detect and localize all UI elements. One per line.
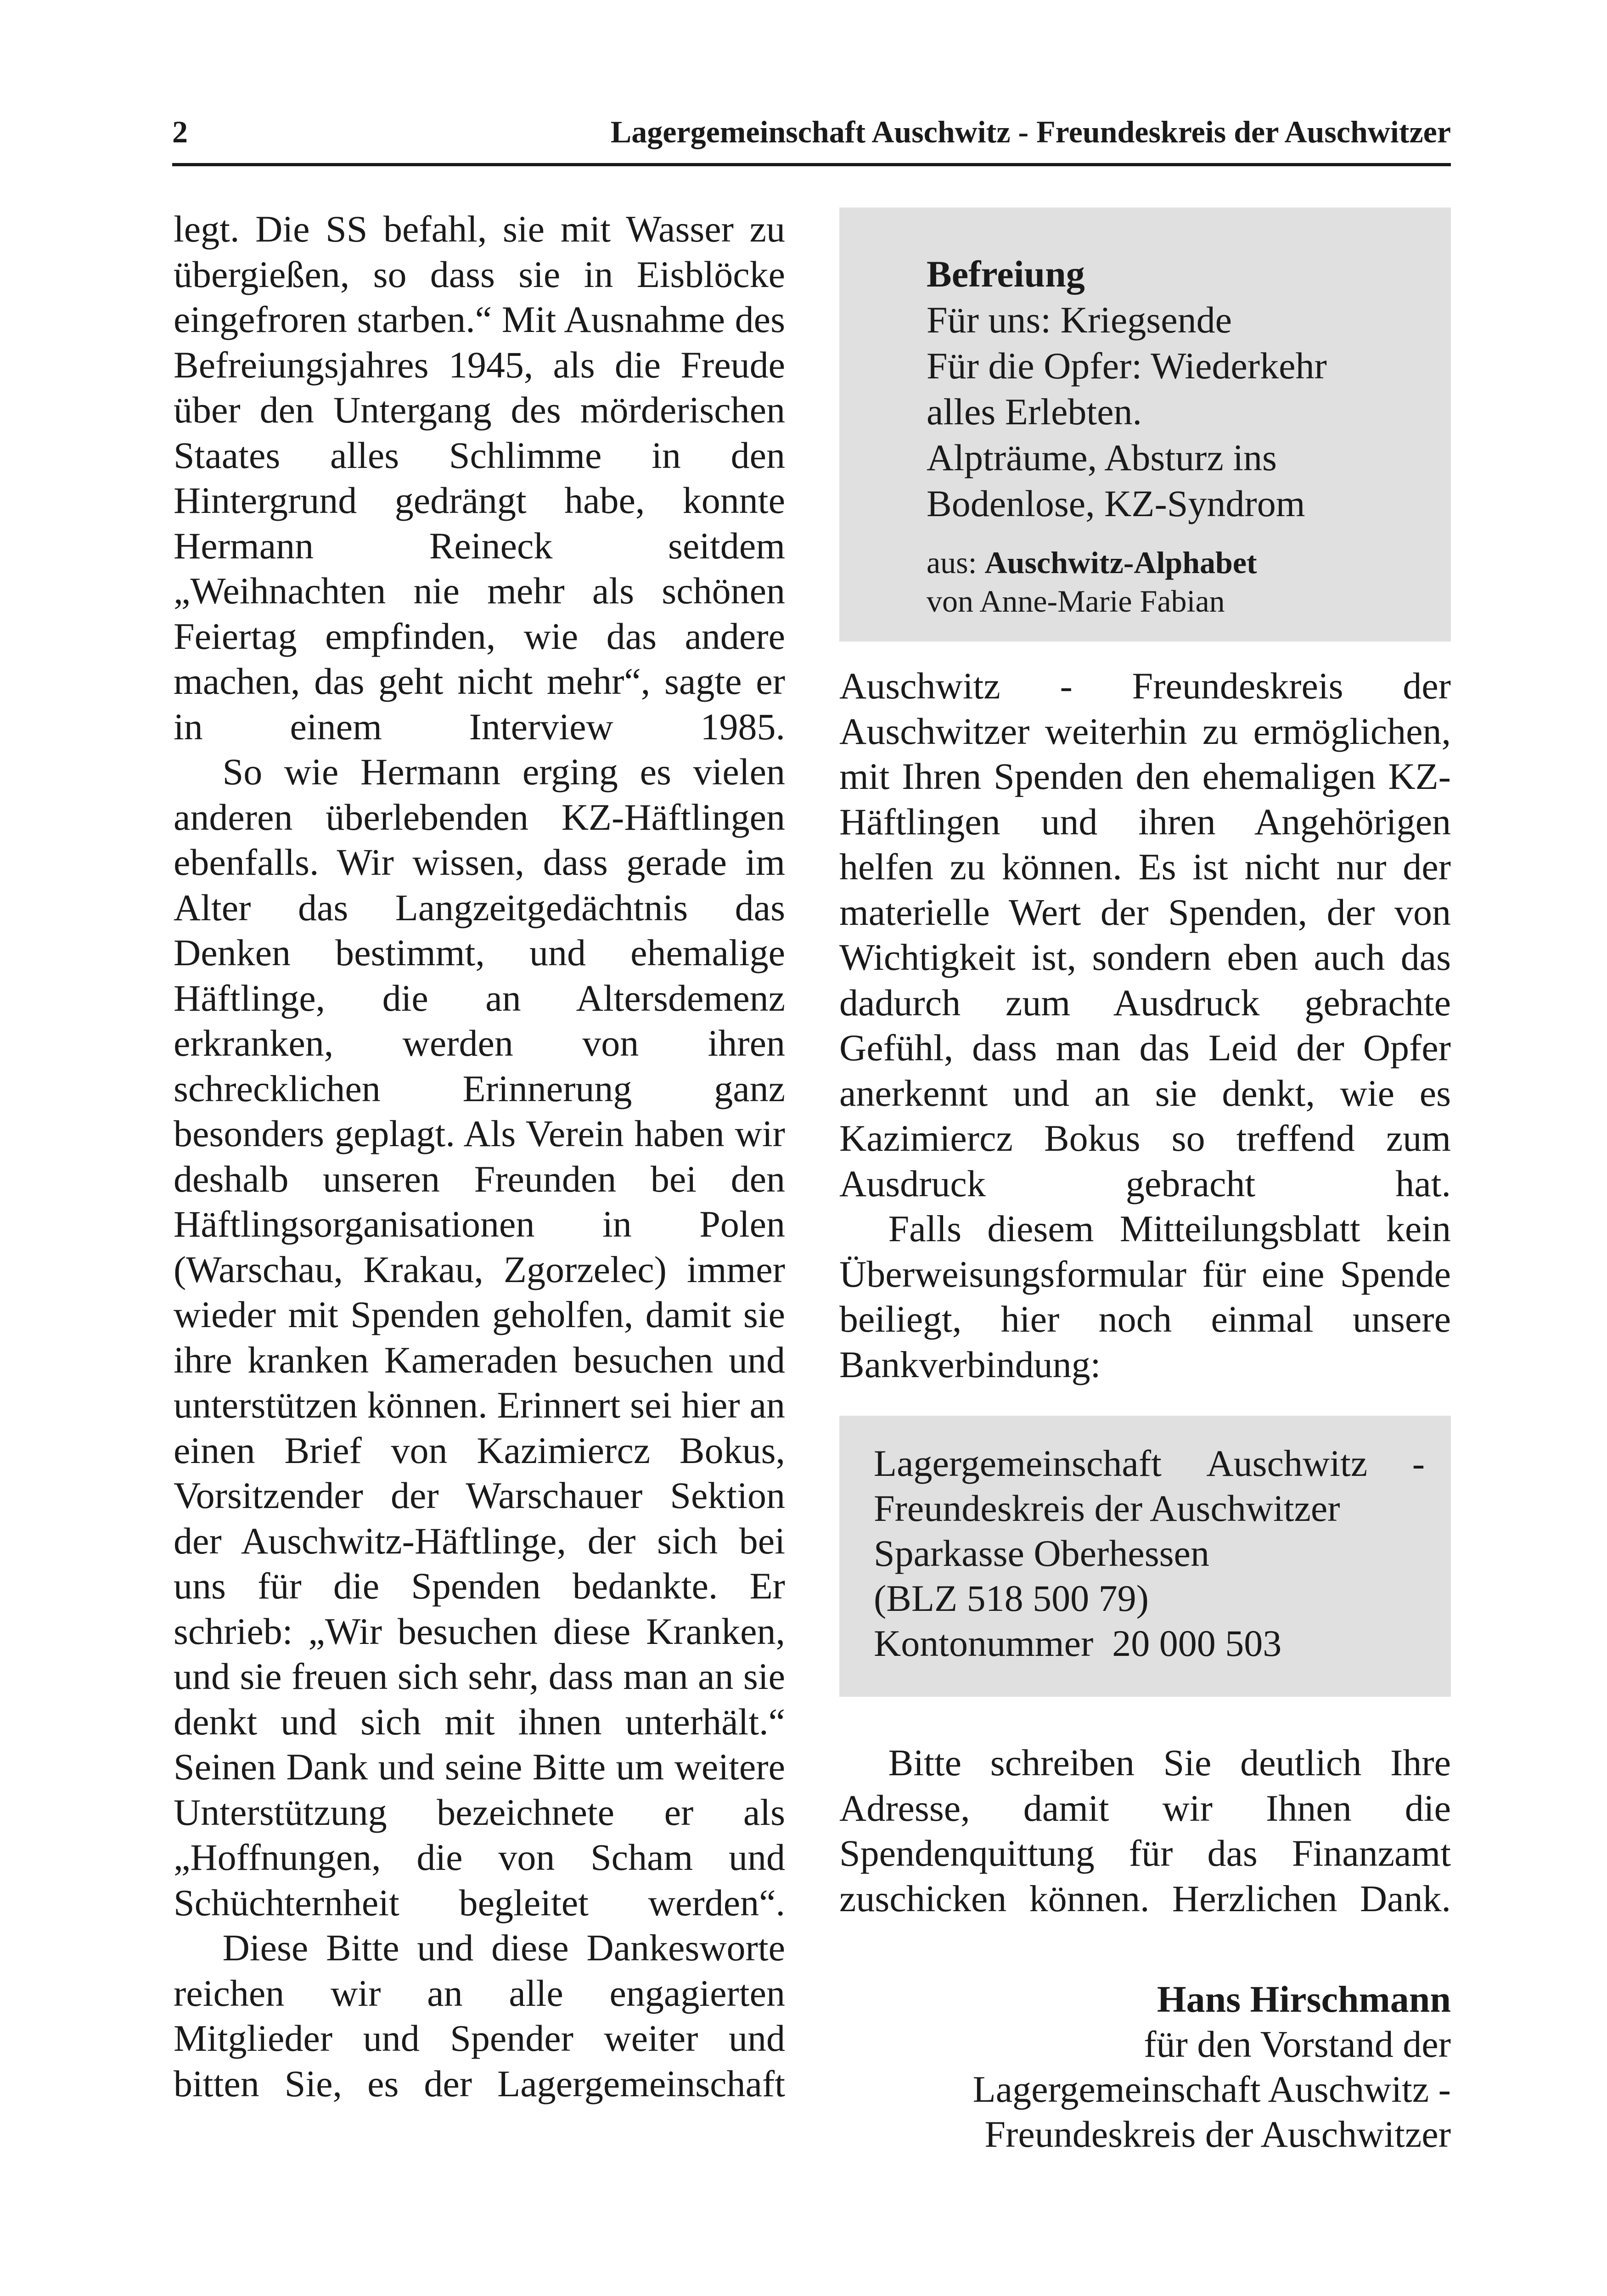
quote-content [927, 251, 1422, 620]
quote-line-5: Bodenlose, KZ-Syndrom [927, 483, 1305, 524]
bank-line-1a: Lagergemeinschaft [874, 1442, 1162, 1484]
bank-line-4: (BLZ 518 500 79) [874, 1577, 1149, 1619]
quote-line-3: alles Erlebten. [927, 391, 1142, 433]
quote-source [927, 543, 1422, 620]
bank-line-5: Kontonummer 20 000 503 [874, 1622, 1282, 1664]
right-paragraph-1: Auschwitz - Freundeskreis der Auschwitzer weiterhin zu ermöglichen, mit Ihren Spenden den ehemaligen KZ-Häftlingen und ihren Angehörigen helfen zu können. Es ist nicht nur der materielle Wert der Spenden, der von Wichtigkeit ist, sondern eben auch das dadurch zum Ausdruck gebrachte Gefühl, dass man das Leid der Opfer anerkennt und an sie denkt, wie es Kazimiercz Bokus so treffend zum Ausdruck gebracht hat. [839, 665, 1451, 1204]
bank-line-1b: Auschwitz [1206, 1442, 1368, 1484]
bank-line-1 [874, 1441, 1425, 1486]
quote-source-prefix: aus: [927, 545, 985, 580]
quote-title: Befreiung [927, 253, 1085, 295]
left-paragraph-1: legt. Die SS befahl, sie mit Wasser zu übergießen, so dass sie in Eisblöcke eingefroren starben.“ Mit Ausnahme des Befreiungsjahres 1945, als die Freude über den Untergang des mörderischen Staates alles Schlimme in den Hintergrund gedrängt habe, konnte Hermann Reineck seitdem „Weihnachten nie mehr als schönen Feiertag empfinden, wie das andere machen, das geht nicht mehr“, sagte er in einem Interview 1985. [174, 208, 785, 748]
page-number: 2 [172, 114, 188, 149]
left-paragraph-3: Diese Bitte und diese Dankesworte reichen wir an alle engagierten Mitglieder und Spender weiter und bitten Sie, es der Lagergemeinschaft [174, 1927, 785, 2105]
quote-box [839, 208, 1451, 642]
right-paragraph-3: Bitte schreiben Sie deutlich Ihre Adresse, damit wir Ihnen die Spendenquittung für das Finanzamt zuschicken können. Herzlichen Dank. [839, 1742, 1451, 1919]
bank-line-3: Sparkasse Oberhessen [874, 1532, 1209, 1574]
bank-line-2: Freundeskreis der Auschwitzer [874, 1487, 1340, 1529]
right-column-bottom [839, 1740, 1451, 1921]
page-header [172, 114, 1451, 155]
signature-line-1: für den Vorstand der [1144, 2023, 1451, 2065]
running-title: Lagergemeinschaft Auschwitz - Freundeskreis der Auschwitzer [610, 114, 1451, 149]
quote-source-author: von Anne-Marie Fabian [927, 584, 1225, 619]
quote-line-4: Alpträume, Absturz ins [927, 437, 1277, 478]
quote-source-title: Auschwitz-Alphabet [984, 545, 1257, 580]
left-column [174, 207, 785, 2106]
bank-line-1c: - [1412, 1442, 1425, 1484]
bank-box [839, 1416, 1451, 1697]
right-paragraph-2: Falls diesem Mitteilungsblatt kein Überweisungsformular für eine Spende beiliegt, hier noch einmal unsere Bankverbindung: [839, 1208, 1451, 1385]
quote-line-1: Für uns: Kriegsende [927, 299, 1232, 341]
right-column-top [839, 664, 1451, 1387]
signature-block [839, 1977, 1451, 2157]
bank-content [874, 1441, 1425, 1666]
signature-name: Hans Hirschmann [1157, 1978, 1451, 2020]
left-paragraph-2: So wie Hermann erging es vielen anderen überlebenden KZ-Häftlingen ebenfalls. Wir wissen, dass gerade im Alter das Langzeitgedächtnis das Denken bestimmt, und ehemalige Häftlinge, die an Altersdemenz erkranken, werden von ihren schrecklichen Erinnerung ganz besonders geplagt. Als Verein haben wir deshalb unseren Freunden bei den Häftlingsorganisationen in Polen (Warschau, Krakau, Zgorzelec) immer wieder mit Spenden geholfen, damit sie ihre kranken Kameraden besuchen und unterstützen können. Erinnert sei hier an einen Brief von Kazimiercz Bokus, Vorsitzender der Warschauer Sektion der Auschwitz-Häftlinge, der sich bei uns für die Spenden bedankte. Er schrieb: „Wir besuchen diese Kranken, und sie freuen sich sehr, dass man an sie denkt und sich mit ihnen unterhält.“ Seinen Dank und seine Bitte um weitere Unterstützung bezeichnete er als „Hoffnungen, die von Scham und Schüchternheit begleitet werden“. [174, 751, 785, 1924]
signature-line-2: Lagergemeinschaft Auschwitz - [972, 2068, 1451, 2110]
quote-line-2: Für die Opfer: Wiederkehr [927, 345, 1327, 387]
header-rule [172, 163, 1451, 166]
signature-line-3: Freundeskreis der Auschwitzer [984, 2113, 1451, 2155]
